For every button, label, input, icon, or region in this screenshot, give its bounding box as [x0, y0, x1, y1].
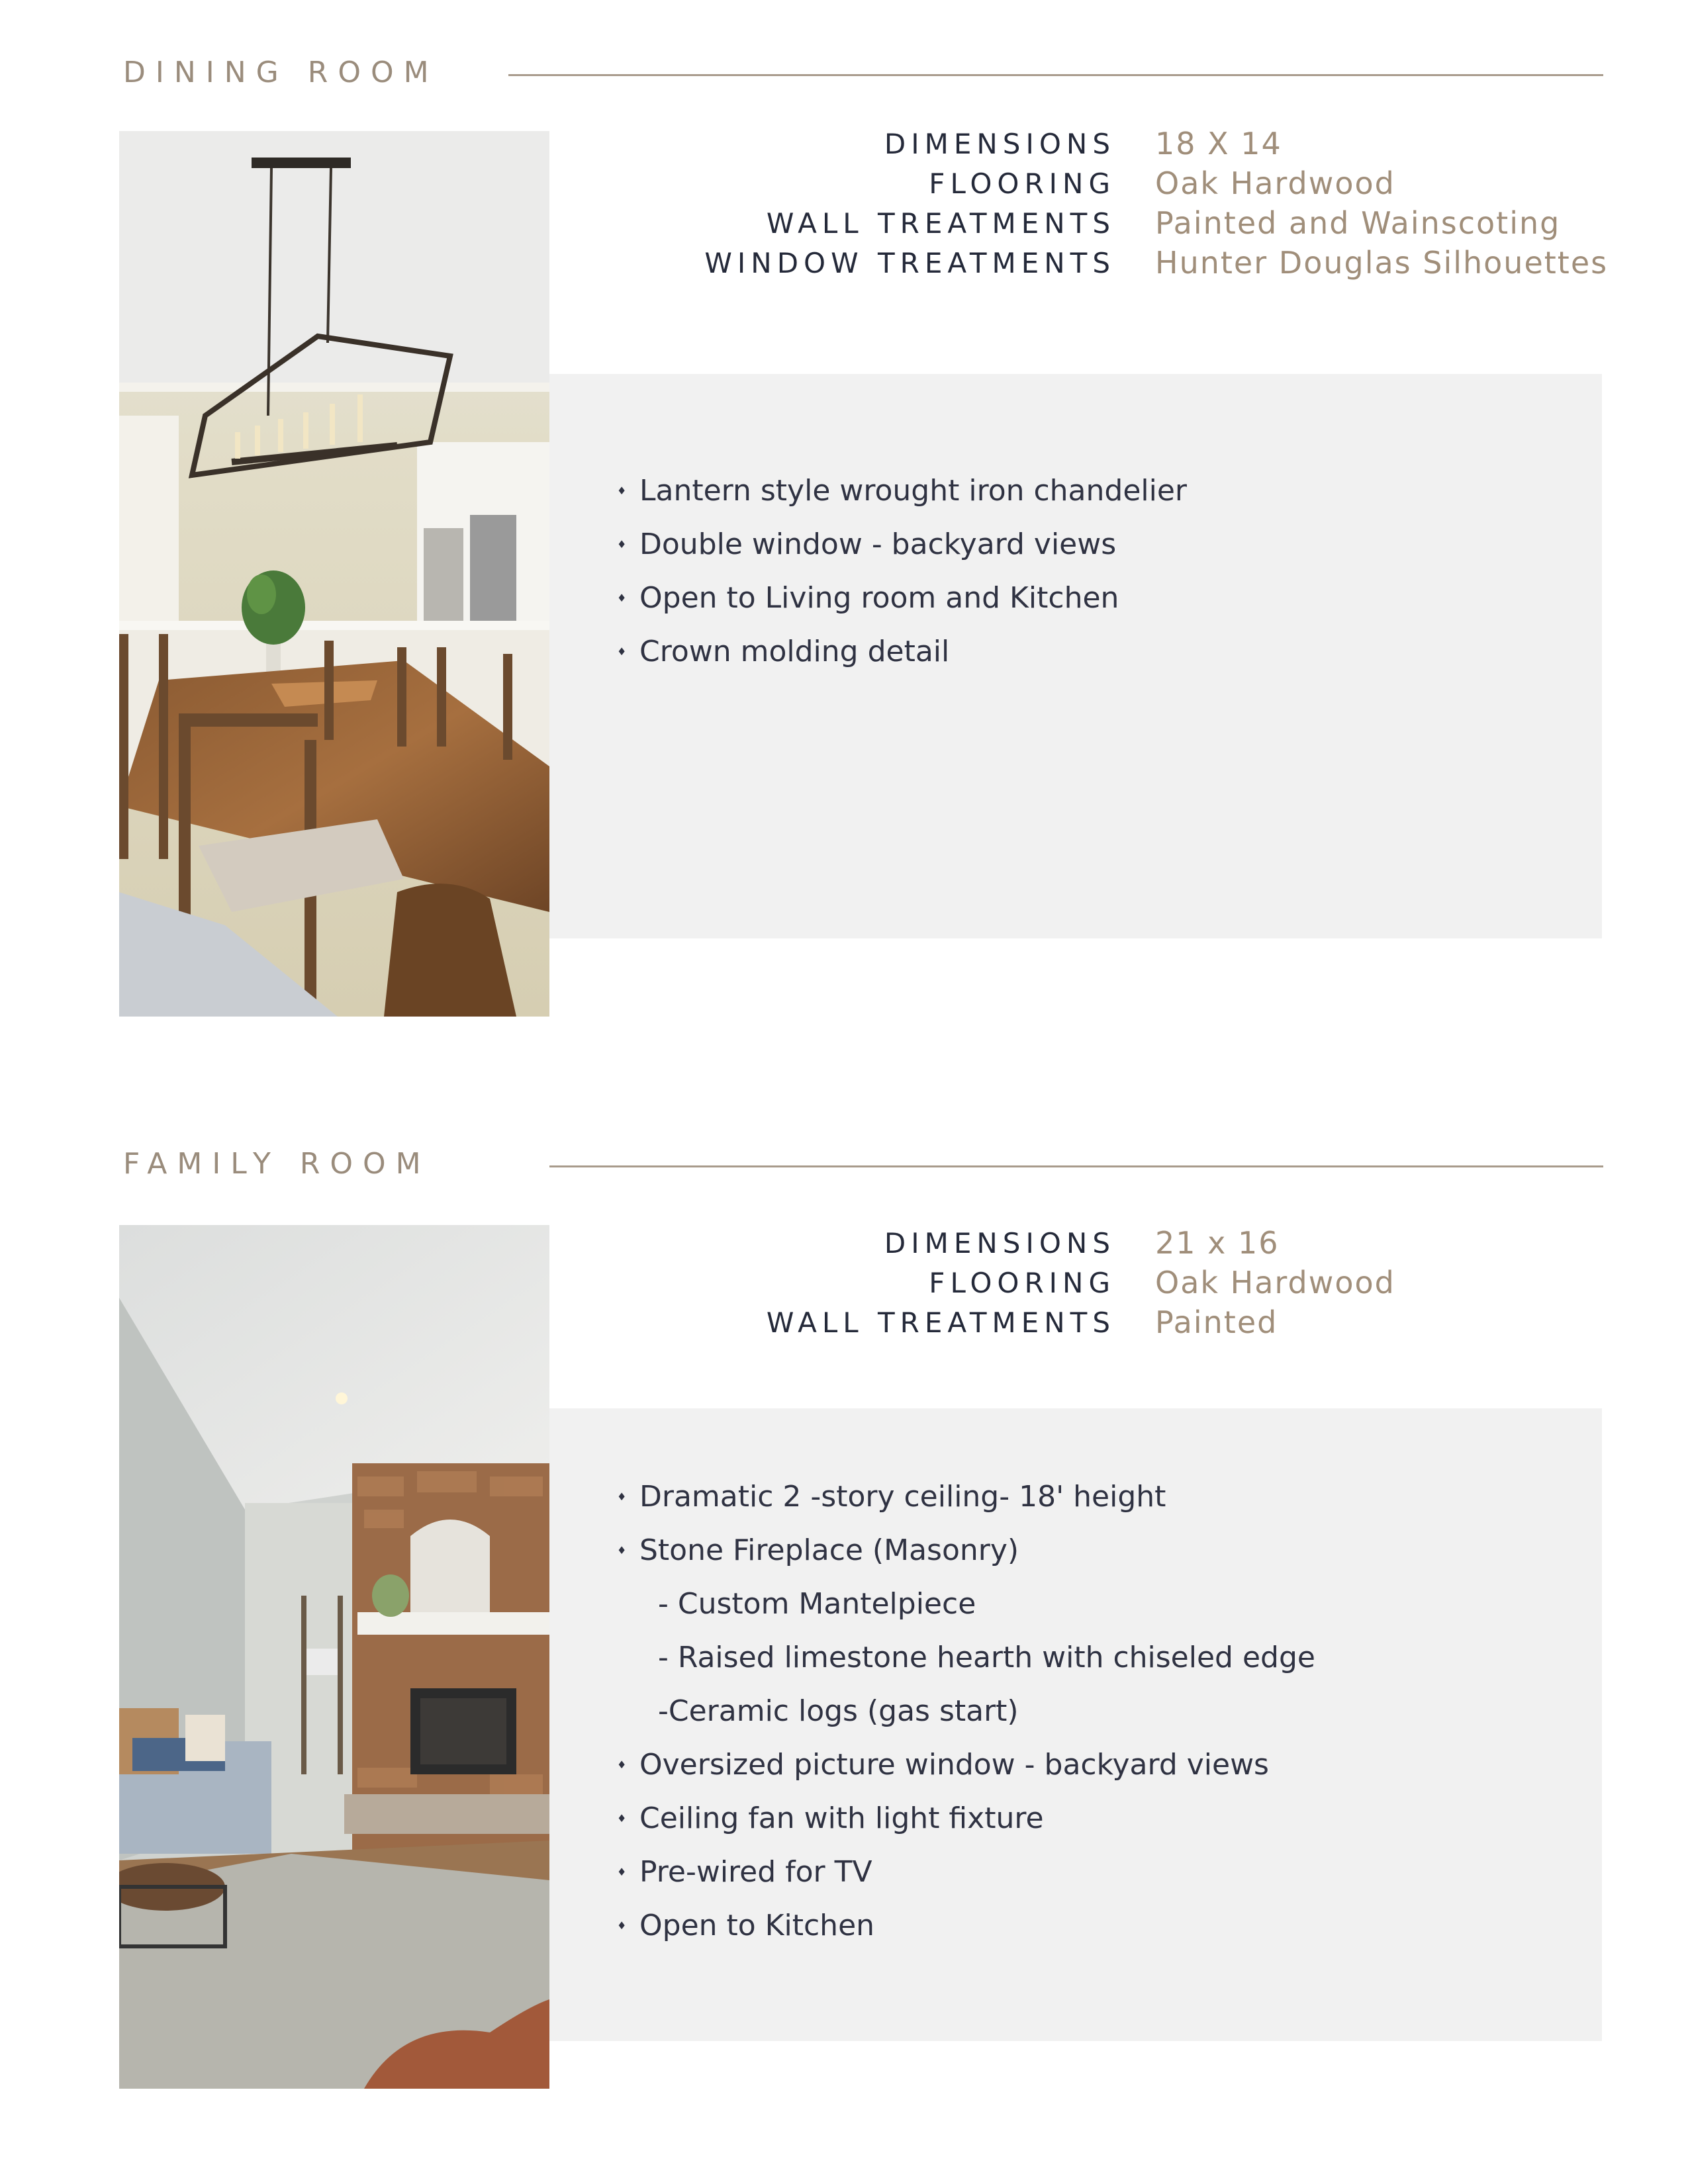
family-room-feature-list: [613, 1470, 1315, 1952]
spec-label-dimensions: DIMENSIONS: [884, 127, 1115, 160]
list-item: ♦ Pre-wired for TV: [613, 1845, 1315, 1899]
dining-room-photo: [119, 131, 549, 1017]
spec-row: [596, 1302, 1628, 1342]
list-item: ♦ Ceiling fan with light fixture: [613, 1792, 1315, 1845]
list-item: ♦ Double window - backyard views: [613, 518, 1187, 571]
spec-row: [596, 203, 1628, 243]
dining-room-feature-list: [613, 464, 1187, 678]
list-item: ♦ Crown molding detail: [613, 625, 1187, 678]
spec-row: [596, 1263, 1628, 1302]
spec-row: [596, 243, 1628, 283]
family-room-specs: [596, 1223, 1628, 1342]
spec-value-dimensions: 21 x 16: [1155, 1225, 1280, 1261]
list-sub-item: -Ceramic logs (gas start): [658, 1694, 1019, 1728]
spec-label-wall-treatments: WALL TREATMENTS: [766, 1306, 1115, 1339]
spec-value-wall-treatments: Painted and Wainscoting: [1155, 205, 1561, 241]
list-sub-item: - Raised limestone hearth with chiseled edge: [658, 1641, 1315, 1674]
spec-label-window-treatments: WINDOW TREATMENTS: [704, 246, 1115, 279]
spec-row: [596, 1223, 1628, 1263]
list-item: ♦ Stone Fireplace (Masonry): [613, 1524, 1315, 1577]
spec-label-wall-treatments: WALL TREATMENTS: [766, 206, 1115, 240]
spec-row: [596, 124, 1628, 163]
spec-label-flooring: FLOORING: [929, 1266, 1115, 1299]
spec-value-flooring: Oak Hardwood: [1155, 1265, 1395, 1300]
list-item: ♦ Open to Kitchen: [613, 1899, 1315, 1952]
family-room-title: FAMILY ROOM: [123, 1147, 431, 1181]
list-item: ♦ Lantern style wrought iron chandelier: [613, 464, 1187, 518]
spec-value-wall-treatments: Painted: [1155, 1304, 1278, 1340]
spec-value-dimensions: 18 X 14: [1155, 126, 1282, 161]
dining-room-title: DINING ROOM: [123, 56, 439, 89]
spec-value-flooring: Oak Hardwood: [1155, 165, 1395, 201]
family-room-photo: [119, 1225, 549, 2089]
list-item: ♦ Open to Living room and Kitchen: [613, 571, 1187, 625]
list-item: ♦ Dramatic 2 -story ceiling- 18' height: [613, 1470, 1315, 1524]
dining-room-specs: [596, 124, 1628, 283]
spec-label-flooring: FLOORING: [929, 167, 1115, 200]
spec-label-dimensions: DIMENSIONS: [884, 1226, 1115, 1259]
list-item: ♦ Oversized picture window - backyard views: [613, 1738, 1315, 1792]
spec-value-window-treatments: Hunter Douglas Silhouettes: [1155, 245, 1609, 281]
dining-room-rule: [508, 74, 1603, 76]
spec-row: [596, 163, 1628, 203]
family-room-rule: [549, 1165, 1603, 1167]
list-sub-item: - Custom Mantelpiece: [658, 1587, 976, 1621]
